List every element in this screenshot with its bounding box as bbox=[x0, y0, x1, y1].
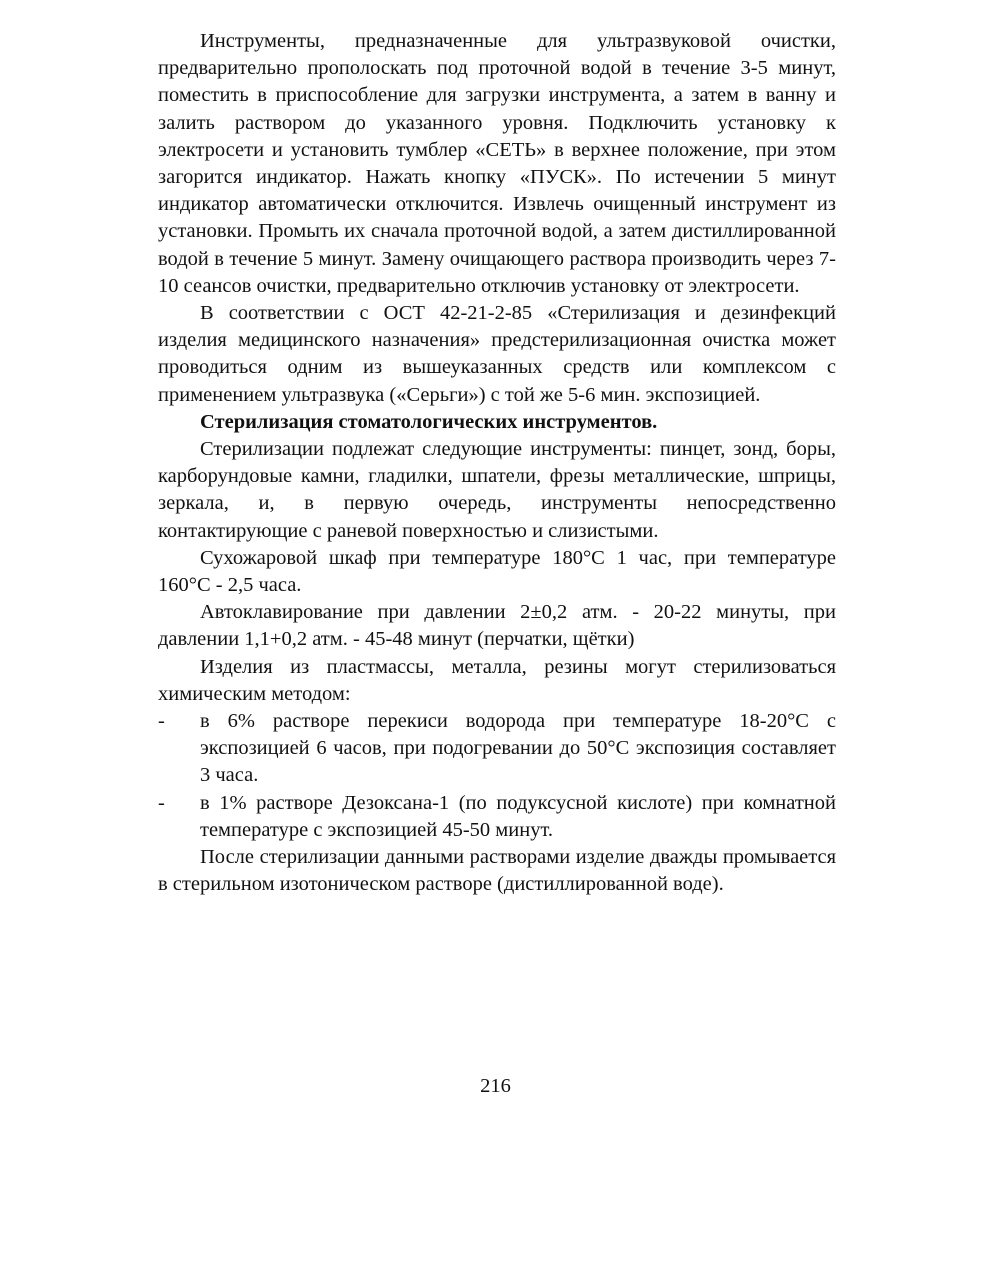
paragraph-ost-standard: В соответствии с ОСТ 42-21-2-85 «Стерилизация и дезинфекций изделия медицинского назначения» предстерилизационная очистка может проводиться одним из вышеуказанных средств или комплексом с применением ультразвука («Серьги») с той же 5-6 мин. экспозицией. bbox=[158, 302, 836, 406]
paragraph-chemical-method: Изделия из пластмассы, металла, резины могут стерилизоваться химическим методом: bbox=[158, 655, 836, 705]
page-number: 216 bbox=[480, 1075, 511, 1097]
list-item bbox=[158, 790, 836, 844]
paragraph-instruments-list: Стерилизации подлежат следующие инструменты: пинцет, зонд, боры, карборундовые камни, гладилки, шпатели, фрезы металлические, шприцы, зеркала, и, в первую очередь, инструменты непосредственно контактирующие с раневой поверхностью и слизистыми. bbox=[158, 438, 836, 542]
section-heading: Стерилизация стоматологических инструментов. bbox=[200, 410, 658, 433]
paragraph-dry-heat: Сухожаровой шкаф при температуре 180°С 1 час, при температуре 160°С - 2,5 часа. bbox=[158, 546, 836, 597]
paragraph-ultrasonic-cleaning: Инструменты, предназначенные для ультразвуковой очистки, предварительно прополоскать под проточной водой в течение 3-5 минут, поместить в приспособление для загрузки инструмента, а затем в ванну и залить раствором до указанного уровня. Подключить установку к электросети и установить тумблер «СЕТЬ» в верхнее положение, при этом загорится индикатор. Нажать кнопку «ПУСК». По истечении 5 минут индикатор автоматически отключится. Извлечь очищенный инструмент из установки. Промыть их сначала проточной водой, а затем дистиллированной водой в течение 5 минут. Замену очищающего раствора производить через 7-10 сеансов очистки, предварительно отключив установку от электросети. bbox=[158, 30, 836, 297]
bullet-marker: - bbox=[158, 791, 165, 814]
bullet-marker: - bbox=[158, 710, 165, 733]
list-item bbox=[158, 708, 836, 790]
paragraph-rinse: После стерилизации данными растворами изделие дважды промывается в стерильном изотоническом растворе (дистиллированной воде). bbox=[158, 846, 836, 896]
paragraph-autoclave: Автоклавирование при давлении 2±0,2 атм. - 20-22 минуты, при давлении 1,1+0,2 атм. - 45-48 минут (перчатки, щётки) bbox=[158, 601, 836, 651]
bullet-text-dezoxan: в 1% растворе Дезоксана-1 (по подуксусной кислоте) при комнатной температуре с экспозицией 45-50 минут. bbox=[200, 791, 836, 841]
page-body bbox=[158, 28, 836, 899]
bullet-text-peroxide: в 6% растворе перекиси водорода при температуре 18-20°С с экспозицией 6 часов, при подогревании до 50°С экспозиция составляет 3 часа. bbox=[200, 710, 836, 787]
